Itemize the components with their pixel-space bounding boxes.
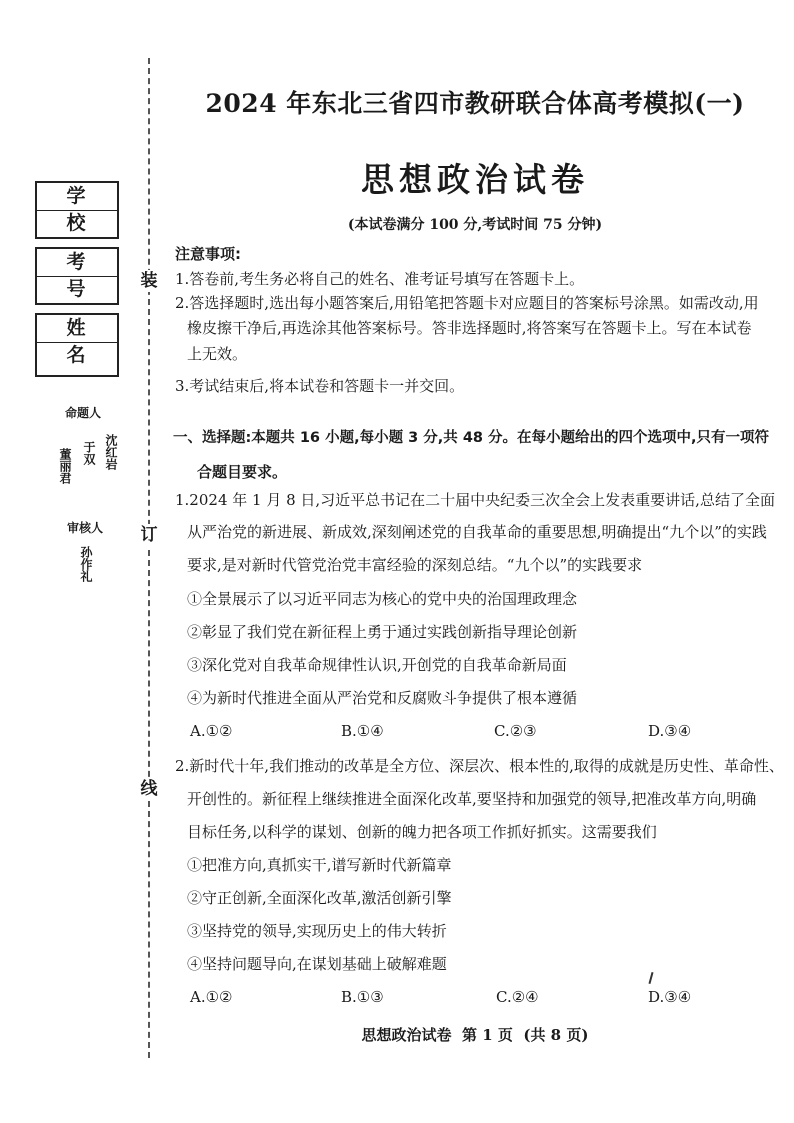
- question-2-statement: ③坚持党的领导,实现历史上的伟大转折: [187, 922, 447, 940]
- reviewer-name: 孙作礼: [79, 546, 93, 582]
- note-line: 上无效。: [187, 345, 248, 363]
- notes-title: 注意事项:: [175, 245, 241, 263]
- question-1-option-d[interactable]: D.③④: [648, 722, 692, 740]
- question-1-option-c[interactable]: C.②③: [494, 722, 537, 740]
- exam-number-label: 考号: [37, 249, 117, 277]
- proposer-name: 沈红岩: [104, 434, 118, 470]
- question-1-statement: ③深化党对自我革命规律性认识,开创党的自我革命新局面: [187, 656, 567, 674]
- exam-title: 2024 年东北三省四市教研联合体高考模拟(一): [205, 89, 745, 118]
- paper-title: 思想政治试卷: [361, 160, 589, 199]
- question-1-stem: 从严治党的新进展、新成效,深刻阐述党的自我革命的重要思想,明确提出“九个以”的实践: [187, 523, 767, 541]
- question-2-option-b[interactable]: B.①③: [341, 988, 384, 1006]
- name-label: 姓名: [37, 315, 117, 343]
- binding-char-xian: 线: [138, 778, 160, 800]
- question-2-stem: 2.新时代十年,我们推动的改革是全方位、深层次、根本性的,取得的成就是历史性、革命性、: [175, 757, 784, 775]
- question-1-statement: ②彰显了我们党在新征程上勇于通过实践创新指导理论创新: [187, 623, 578, 641]
- question-2-statement: ①把准方向,真抓实干,谱写新时代新篇章: [187, 856, 452, 874]
- section-heading: 一、选择题:本题共 16 小题,每小题 3 分,共 48 分。在每小题给出的四个选项中,只有一项符: [173, 430, 770, 446]
- question-2-option-d[interactable]: D.③④: [648, 988, 692, 1006]
- note-line: 橡皮擦干净后,再选涂其他答案标号。答非选择题时,将答案写在答题卡上。写在本试卷: [187, 319, 752, 337]
- binding-char-zhuang: 装: [138, 270, 160, 292]
- note-line: 1.答卷前,考生务必将自己的姓名、准考证号填写在答题卡上。: [175, 270, 585, 288]
- question-2-option-c[interactable]: C.②④: [496, 988, 539, 1006]
- footer-page-number: 第 1 页: [462, 1026, 513, 1044]
- name-field[interactable]: [35, 313, 119, 377]
- score-note: (本试卷满分 100 分,考试时间 75 分钟): [347, 217, 603, 233]
- question-1-statement: ④为新时代推进全面从严治党和反腐败斗争提供了根本遵循: [187, 689, 578, 707]
- footer-paper-name: 思想政治试卷: [361, 1026, 452, 1044]
- question-1-stem: 1.2024 年 1 月 8 日,习近平总书记在二十届中央纪委三次全会上发表重要讲话,总结了全面: [175, 491, 775, 509]
- proposer-name: 董丽君: [58, 448, 72, 484]
- question-1-option-b[interactable]: B.①④: [341, 722, 384, 740]
- section-heading-cont: 合题目要求。: [197, 463, 288, 481]
- question-2-statement: ②守正创新,全面深化改革,激活创新引擎: [187, 889, 452, 907]
- question-2-statement: ④坚持问题导向,在谋划基础上破解难题: [187, 955, 447, 973]
- school-label: 学校: [37, 183, 117, 211]
- binding-dashed-line: [148, 58, 150, 1058]
- pen-mark: [648, 972, 653, 984]
- question-1-option-a[interactable]: A.①②: [190, 722, 233, 740]
- exam-number-field[interactable]: [35, 247, 119, 305]
- question-2-stem: 开创性的。新征程上继续推进全面深化改革,要坚持和加强党的领导,把准改革方向,明确: [187, 790, 757, 808]
- binding-char-ding: 订: [138, 524, 160, 546]
- proposer-title: 命题人: [64, 406, 101, 420]
- school-field[interactable]: [35, 181, 119, 239]
- proposer-name: 于双: [82, 441, 96, 465]
- question-2-stem: 目标任务,以科学的谋划、创新的魄力把各项工作抓好抓实。这需要我们: [187, 823, 657, 841]
- note-line: 3.考试结束后,将本试卷和答题卡一并交回。: [175, 377, 465, 395]
- note-line: 2.答选择题时,选出每小题答案后,用铅笔把答题卡对应题目的答案标号涂黑。如需改动,用: [175, 294, 759, 312]
- page-footer: [175, 1024, 775, 1045]
- question-1-statement: ①全景展示了以习近平同志为核心的党中央的治国理政理念: [187, 590, 578, 608]
- reviewer-title: 审核人: [66, 521, 103, 535]
- question-2-option-a[interactable]: A.①②: [190, 988, 233, 1006]
- question-1-stem: 要求,是对新时代管党治党丰富经验的深刻总结。“九个以”的实践要求: [187, 556, 643, 574]
- footer-total-pages: (共 8 页): [523, 1026, 589, 1044]
